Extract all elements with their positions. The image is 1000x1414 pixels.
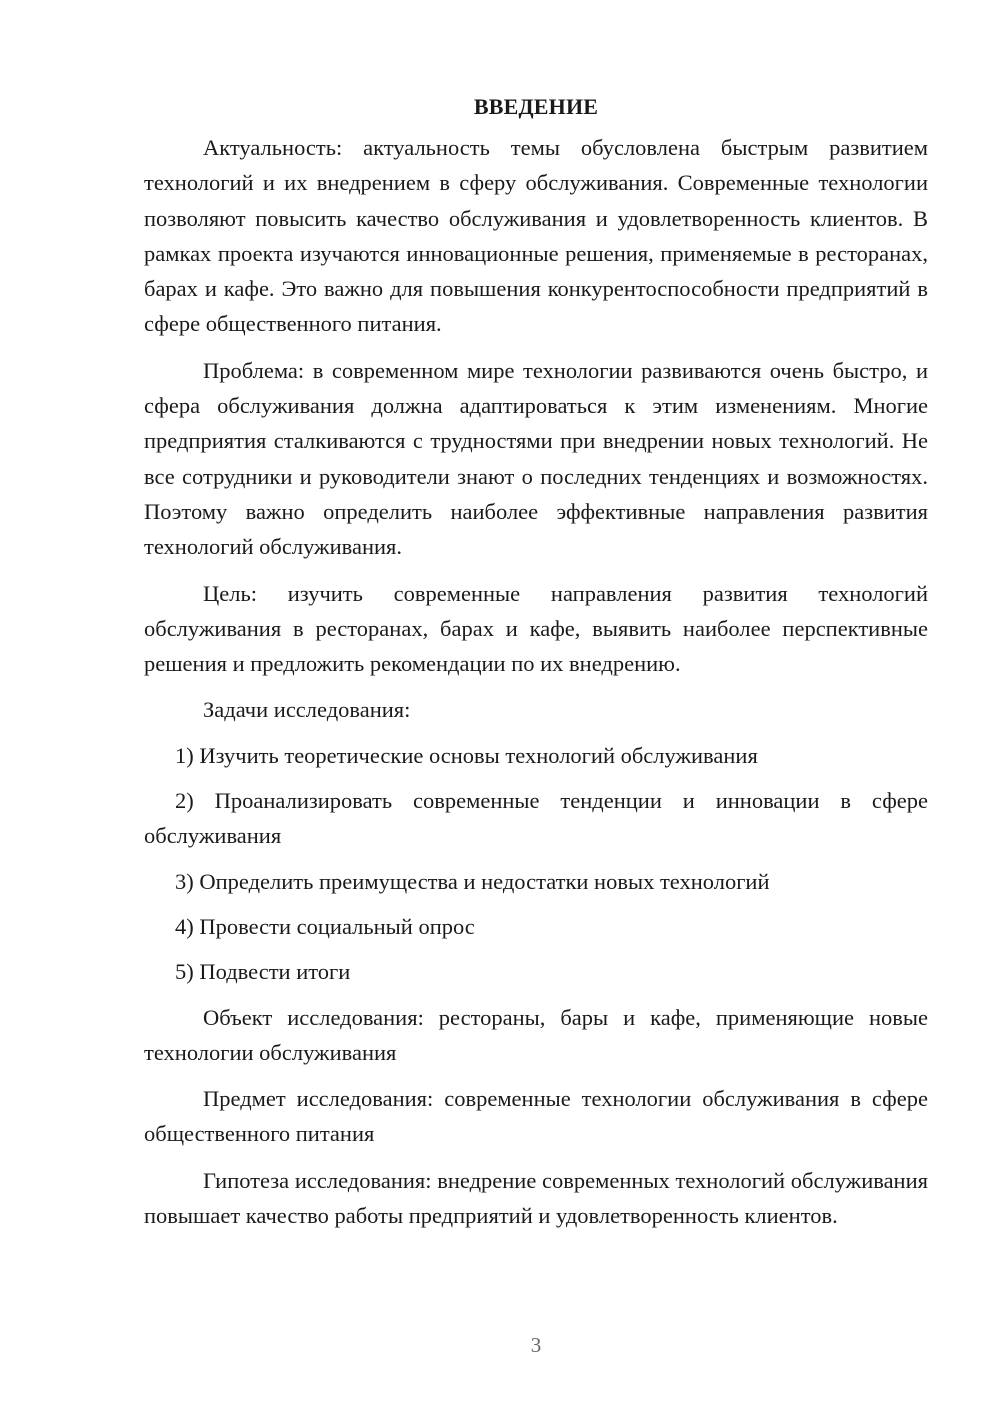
page-number: 3 [530, 1333, 542, 1357]
task-item-5: 5) Подвести итоги [175, 959, 351, 985]
object-paragraph: Объект исследования: рестораны, бары и кафе, применяющие новые технологии обслуживания [144, 1004, 928, 1065]
page-content [144, 90, 928, 1244]
tasks-title: Задачи исследования: [203, 697, 411, 723]
relevance-paragraph: Актуальность: актуальность темы обусловлена быстрым развитием технологий и их внедрением в сферу обслуживания. Современные технологии позволяют повысить качество обслуживания и удовлетворенность клиентов. В рамках проекта изучаются инновационные решения, применяемые в ресторанах, барах и кафе. Это важно для повышения конкурентоспособности предприятий в сфере общественного питания. [144, 135, 928, 337]
task-item-2: 2) Проанализировать современные тенденции и инновации в сфере обслуживания [144, 788, 928, 849]
task-item-1: 1) Изучить теоретические основы технологий обслуживания [175, 742, 758, 768]
goal-paragraph: Цель: изучить современные направления развития технологий обслуживания в ресторанах, барах и кафе, выявить наиболее перспективные решения и предложить рекомендации по их внедрению. [144, 580, 928, 677]
task-item-3: 3) Определить преимущества и недостатки новых технологий [175, 868, 770, 894]
task-item-4: 4) Провести социальный опрос [175, 913, 475, 939]
subject-paragraph: Предмет исследования: современные технологии обслуживания в сфере общественного питания [144, 1086, 928, 1147]
problem-paragraph: Проблема: в современном мире технологии развиваются очень быстро, и сфера обслуживания должна адаптироваться к этим изменениям. Многие предприятия сталкиваются с трудностями при внедрении новых технологий. Не все сотрудники и руководители знают о последних тенденциях и возможностях. Поэтому важно определить наиболее эффективные направления развития технологий обслуживания. [144, 357, 928, 560]
hypothesis-paragraph: Гипотеза исследования: внедрение современных технологий обслуживания повышает качество работы предприятий и удовлетворенность клиентов. [144, 1167, 928, 1229]
section-heading: ВВЕДЕНИЕ [473, 94, 599, 119]
